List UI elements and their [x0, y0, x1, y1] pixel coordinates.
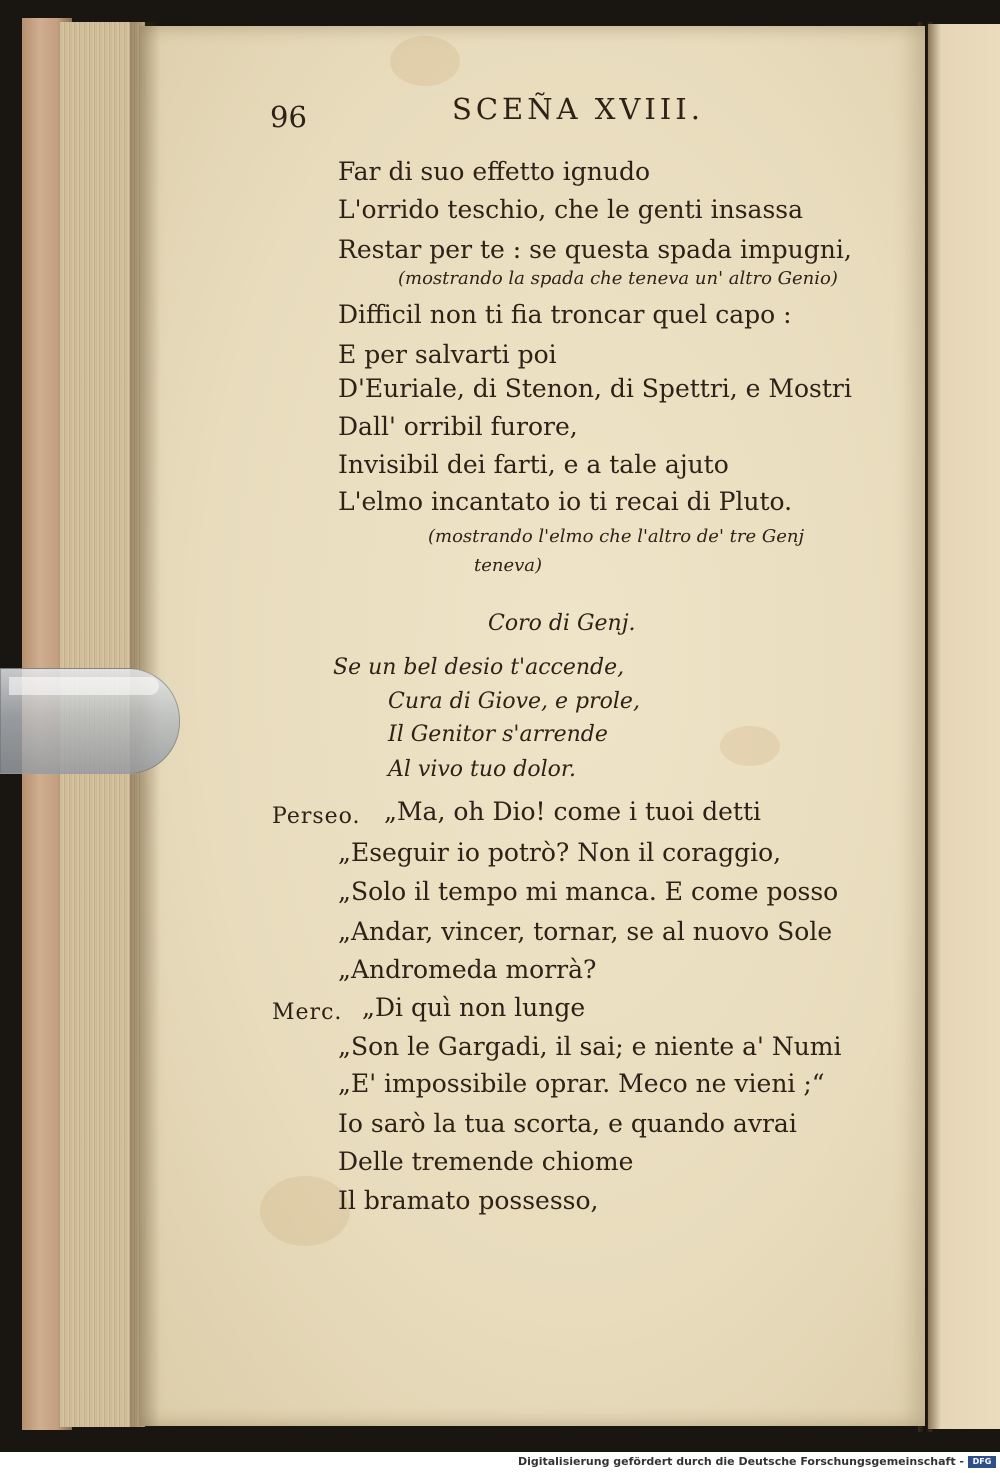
stage-direction: (mostrando l'elmo che l'altro de' tre Genj — [428, 526, 805, 547]
clamp-highlight — [9, 677, 159, 695]
verse-line: Difficil non ti fia troncar quel capo : — [338, 300, 792, 329]
dfg-logo-icon: DFG — [968, 1456, 996, 1468]
verse-line: Restar per te : se questa spada impugni, — [338, 235, 852, 264]
foxing-stain — [720, 726, 780, 766]
verse-line: Far di suo effetto ignudo — [338, 157, 651, 186]
chorus-line: Cura di Giove, e prole, — [388, 689, 640, 714]
verse-line: Invisibil dei farti, e a tale ajuto — [338, 450, 729, 479]
dialogue-line: „Andromeda morrà? — [338, 955, 597, 984]
dialogue-line: „Di quì non lunge — [362, 993, 586, 1022]
dialogue-line: „Solo il tempo mi manca. E come posso — [338, 877, 839, 906]
dialogue-line: „Ma, oh Dio! come i tuoi detti — [384, 797, 762, 826]
verse-line: D'Euriale, di Stenon, di Spettri, e Mostri — [338, 374, 852, 403]
verse-line: Dall' orribil furore, — [338, 412, 578, 441]
foxing-stain — [260, 1176, 350, 1246]
dialogue-line: Il bramato possesso, — [338, 1186, 599, 1215]
chorus-line: Il Genitor s'arrende — [388, 722, 608, 747]
chorus-line: Se un bel desio t'accende, — [333, 655, 625, 680]
page-clamp — [0, 668, 180, 774]
dialogue-line: „Son le Gargadi, il sai; e niente a' Numi — [338, 1032, 842, 1061]
foxing-stain — [390, 36, 460, 86]
verse-line: E per salvarti poi — [338, 340, 557, 369]
chorus-heading: Coro di Genj. — [488, 611, 636, 636]
dialogue-line: Io sarò la tua scorta, e quando avrai — [338, 1109, 797, 1138]
dialogue-line: Delle tremende chiome — [338, 1147, 634, 1176]
scene-title: SCEÑA XVIII. — [452, 92, 704, 126]
verse-line: L'elmo incantato io ti recai di Pluto. — [338, 487, 793, 516]
speaker-name: Perseo. — [272, 804, 361, 829]
speaker-name: Merc. — [272, 1000, 343, 1025]
facing-page — [928, 24, 1000, 1429]
verse-line: L'orrido teschio, che le genti insassa — [338, 195, 804, 224]
stage-direction: teneva) — [474, 555, 543, 576]
page-number: 96 — [270, 100, 307, 134]
dialogue-line: „Andar, vincer, tornar, se al nuovo Sole — [338, 917, 833, 946]
chorus-line: Al vivo tuo dolor. — [388, 757, 576, 782]
footer-bar — [0, 1452, 1000, 1473]
dialogue-line: „E' impossibile oprar. Meco ne vieni ;“ — [338, 1069, 825, 1098]
funding-credit: Digitalisierung gefördert durch die Deutsche Forschungsgemeinschaft - — [517, 1455, 964, 1468]
stage-direction: (mostrando la spada che teneva un' altro Genio) — [398, 268, 838, 289]
dialogue-line: „Eseguir io potrò? Non il coraggio, — [338, 838, 782, 867]
